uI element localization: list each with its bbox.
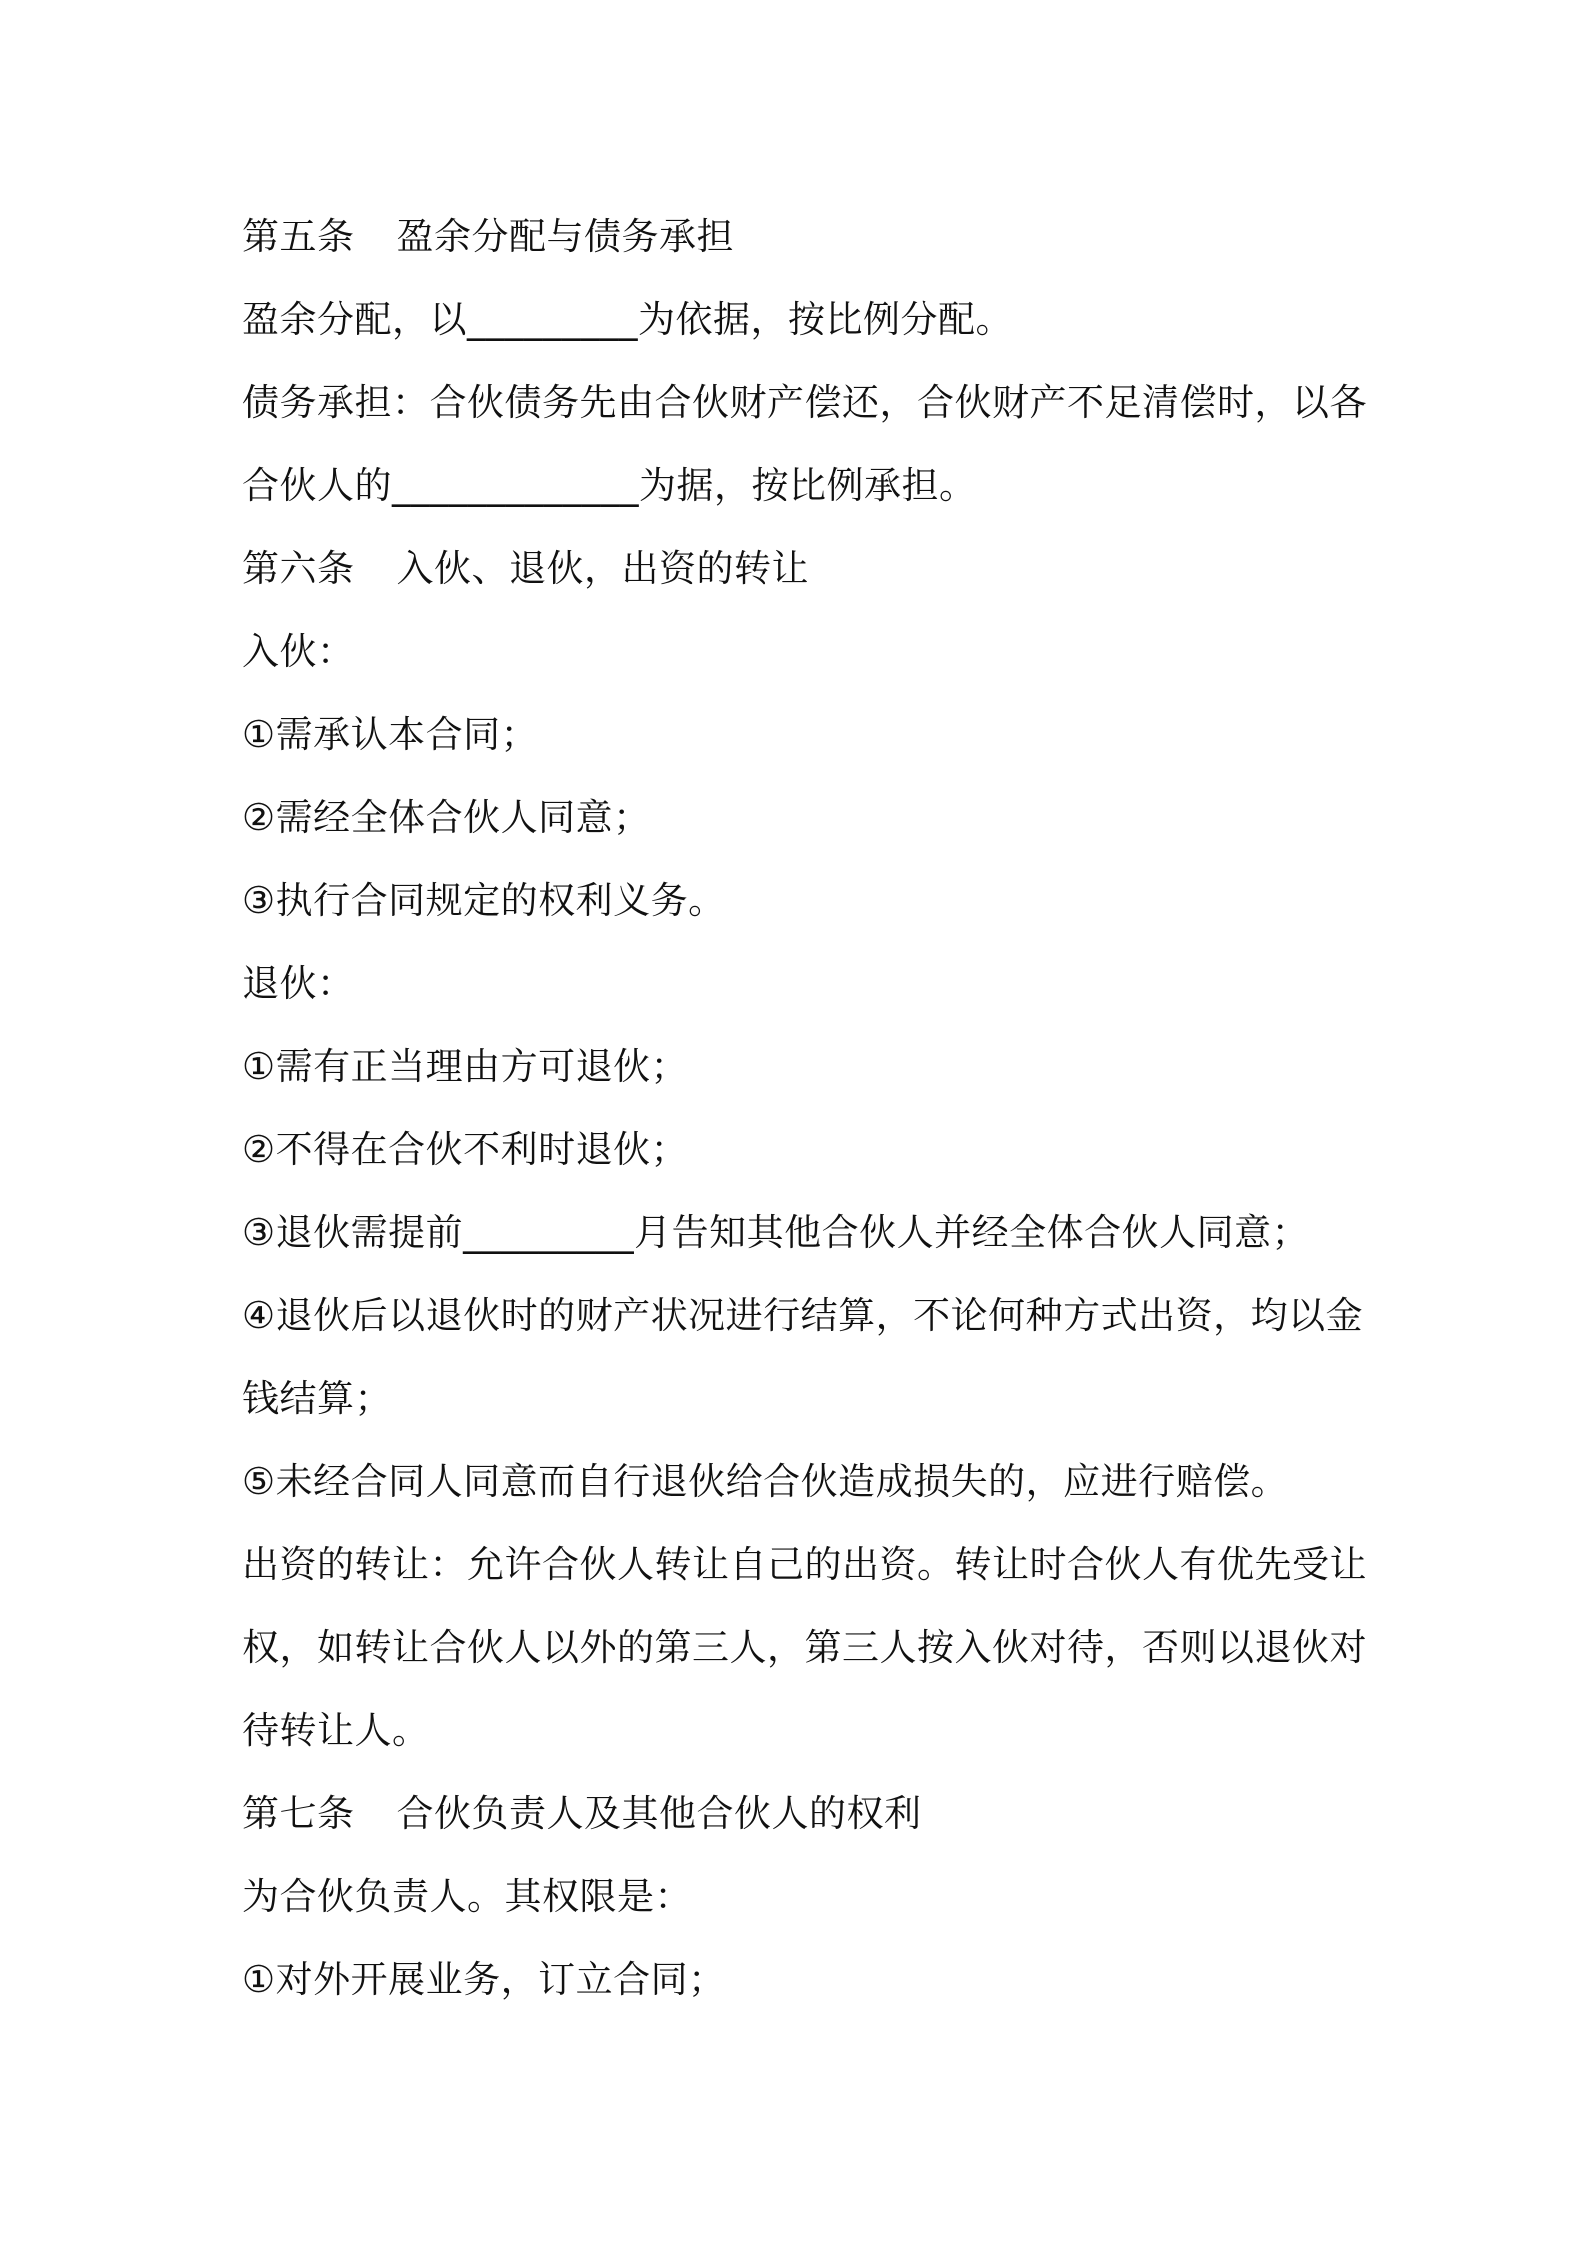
- article-5-title: 盈余分配与债务承担: [396, 215, 734, 258]
- join-item: ③执行合同规定的权利义务。: [242, 879, 726, 922]
- join-label: 入伙：: [242, 630, 355, 673]
- article-7-number: 第七条: [242, 1792, 355, 1835]
- join-item: ①需承认本合同；: [242, 713, 539, 756]
- withdraw-item: ⑤未经合同人同意而自行退伙给合伙造成损失的，应进行赔偿。: [242, 1460, 1289, 1503]
- withdraw-item-continued: 钱结算；: [242, 1377, 392, 1420]
- authority-item: ①对外开展业务，订立合同；: [242, 1958, 726, 2001]
- transfer-line: 待转让人。: [242, 1709, 430, 1752]
- article-6-number: 第六条: [242, 547, 355, 590]
- withdraw-item: ③退伙需提前_________月告知其他合伙人并经全体合伙人同意；: [242, 1211, 1310, 1254]
- article-6-title: 入伙、退伙，出资的转让: [396, 547, 809, 590]
- debt-bearing-line-2: 合伙人的_____________为据，按比例承担。: [242, 464, 977, 507]
- article-7-title: 合伙负责人及其他合伙人的权利: [396, 1792, 922, 1835]
- withdraw-item: ②不得在合伙不利时退伙；: [242, 1128, 689, 1171]
- article-6-heading: [242, 527, 1362, 610]
- article-5-number: 第五条: [242, 215, 355, 258]
- transfer-line: 出资的转让：允许合伙人转让自己的出资。转让时合伙人有优先受让: [242, 1543, 1367, 1586]
- debt-bearing-line-1: 债务承担：合伙债务先由合伙财产偿还，合伙财产不足清偿时，以各: [242, 381, 1367, 424]
- withdraw-label: 退伙：: [242, 962, 355, 1005]
- withdraw-item: ①需有正当理由方可退伙；: [242, 1045, 689, 1088]
- profit-distribution-line: 盈余分配，以_________为依据，按比例分配。: [242, 298, 1013, 341]
- transfer-line: 权，如转让合伙人以外的第三人，第三人按入伙对待，否则以退伙对: [242, 1626, 1367, 1669]
- article-5-heading: [242, 195, 1362, 278]
- withdraw-item: ④退伙后以退伙时的财产状况进行结算，不论何种方式出资，均以金: [242, 1294, 1364, 1337]
- article-7-heading: [242, 1772, 1362, 1855]
- responsible-person-line: 为合伙负责人。其权限是：: [242, 1875, 692, 1918]
- join-item: ②需经全体合伙人同意；: [242, 796, 651, 839]
- document-page: [242, 195, 1367, 2021]
